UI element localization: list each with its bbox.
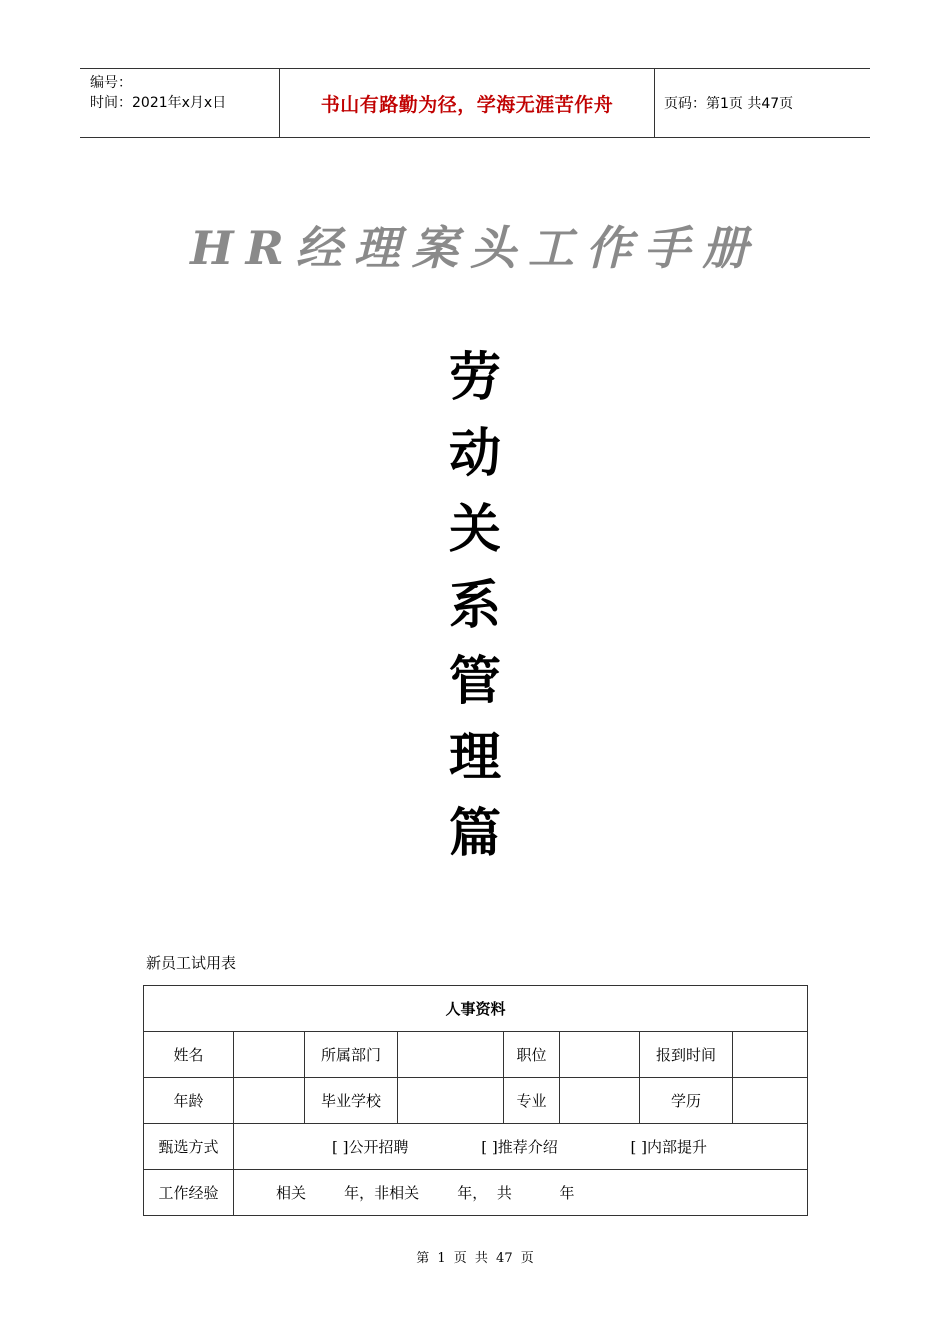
age-value[interactable]: [234, 1078, 305, 1124]
name-value[interactable]: [234, 1032, 305, 1078]
table-row: [144, 1032, 808, 1078]
option-referral[interactable]: [ ]推荐介绍: [481, 1138, 558, 1156]
report-date-value[interactable]: [733, 1032, 808, 1078]
vertical-section-title: [425, 340, 525, 872]
vertical-title-char: 管: [448, 651, 501, 712]
form-section-title: 人事资料: [144, 986, 808, 1032]
table-row: [144, 1078, 808, 1124]
work-experience-text: 相关 年，非相关 年， 共 年: [276, 1184, 575, 1202]
department-value[interactable]: [398, 1032, 504, 1078]
vertical-title-char: 理: [448, 727, 501, 788]
school-label: 毕业学校: [305, 1078, 398, 1124]
page-header: [80, 68, 870, 138]
vertical-title-char: 篇: [448, 803, 501, 864]
header-motto: 书山有路勤为径，学海无涯苦作舟: [280, 69, 655, 137]
vertical-title-char: 劳: [448, 347, 501, 408]
option-internal-promotion[interactable]: [ ]内部提升: [630, 1138, 708, 1156]
education-label: 学历: [640, 1078, 733, 1124]
work-experience-label: 工作经验: [144, 1170, 234, 1216]
report-date-label: 报到时间: [640, 1032, 733, 1078]
table-row: [144, 1124, 808, 1170]
doc-title: HR经理案头工作手册: [190, 221, 760, 275]
vertical-title-char: 动: [448, 423, 501, 484]
position-label: 职位: [504, 1032, 560, 1078]
header-meta: [80, 69, 280, 137]
major-label: 专业: [504, 1078, 560, 1124]
work-experience-value[interactable]: [234, 1170, 808, 1216]
table-row: [144, 1170, 808, 1216]
doc-number-label: 编号：: [90, 75, 132, 91]
header-page-info: 页码：第1页 共47页: [664, 96, 794, 112]
school-value[interactable]: [398, 1078, 504, 1124]
selection-method-label: 甄选方式: [144, 1124, 234, 1170]
selection-options: [234, 1124, 808, 1170]
department-label: 所属部门: [305, 1032, 398, 1078]
doc-date: 时间：2021年x月x日: [90, 95, 227, 111]
major-value[interactable]: [560, 1078, 640, 1124]
vertical-title-char: 关: [448, 499, 501, 560]
option-public-recruit[interactable]: [ ]公开招聘: [332, 1138, 409, 1156]
new-employee-form: [143, 985, 808, 1216]
page-footer: 第 1 页 共 47 页: [416, 1251, 534, 1266]
name-label: 姓名: [144, 1032, 234, 1078]
position-value[interactable]: [560, 1032, 640, 1078]
education-value[interactable]: [733, 1078, 808, 1124]
table-caption: 新员工试用表: [146, 954, 237, 972]
age-label: 年龄: [144, 1078, 234, 1124]
vertical-title-char: 系: [448, 575, 501, 636]
